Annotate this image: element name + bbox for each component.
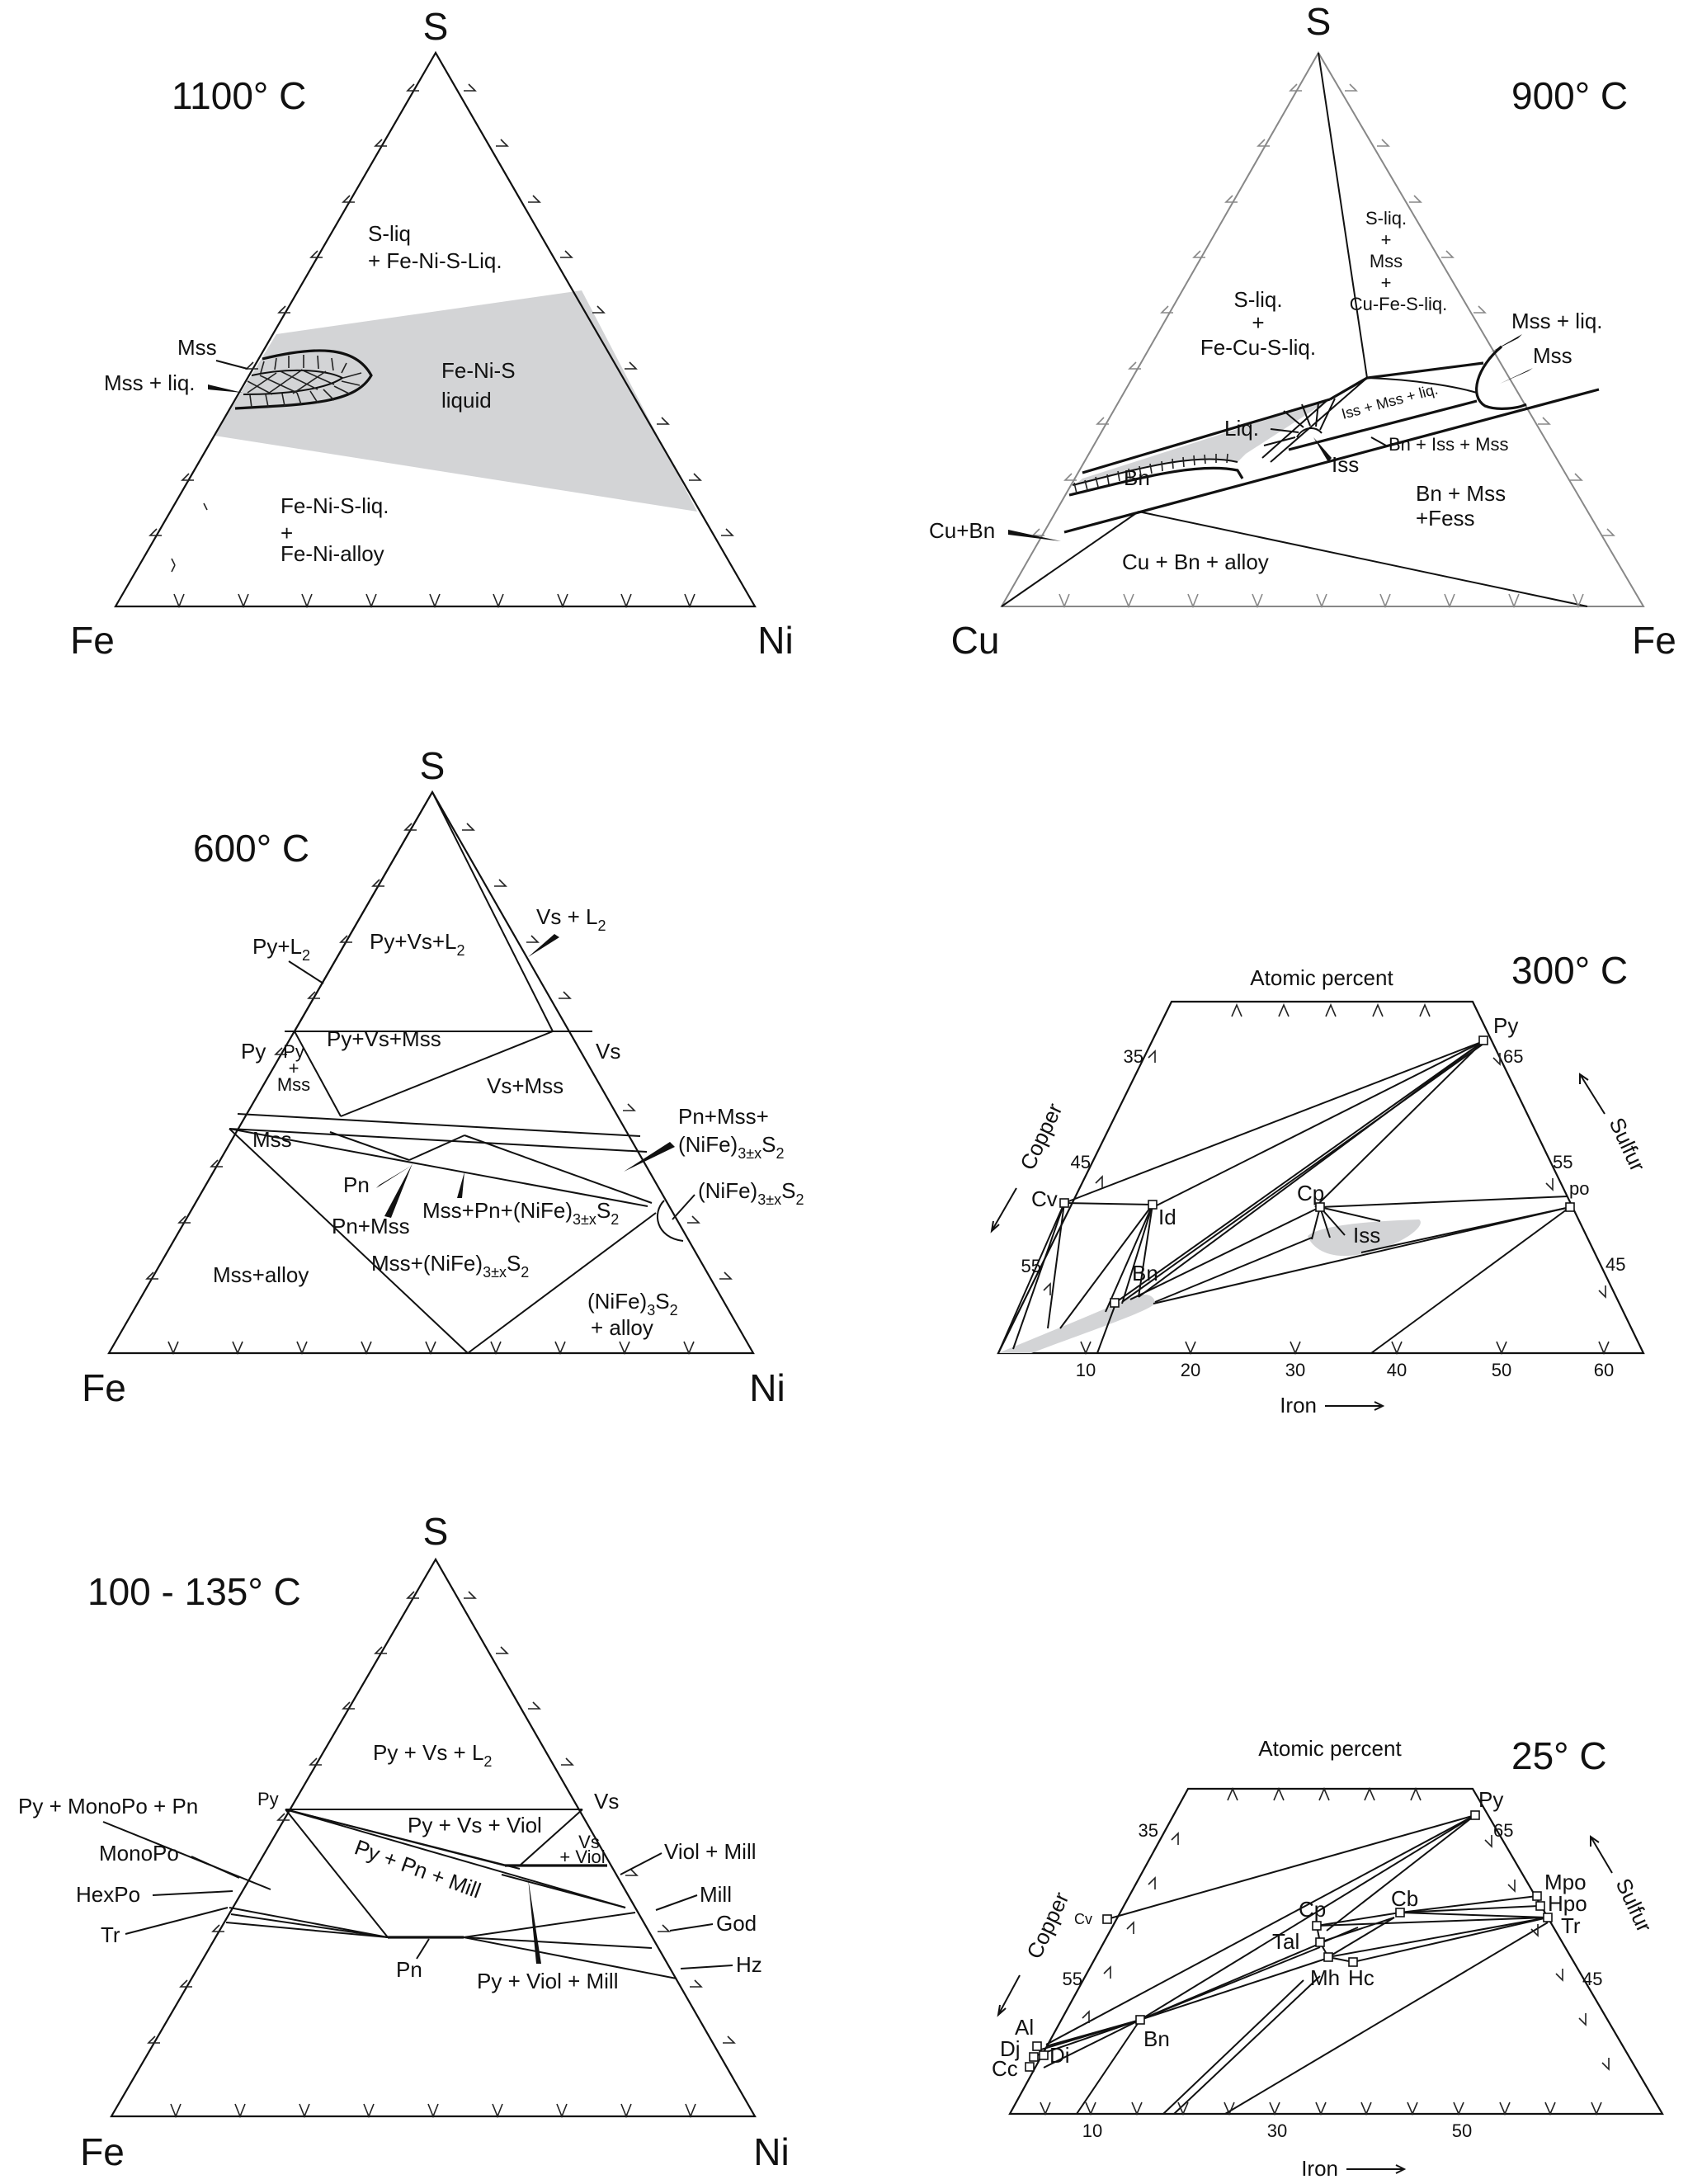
vertex-ni: Ni	[753, 2130, 790, 2173]
bottom-axis-ticks	[174, 594, 695, 606]
field-band: Iss + Mss + liq.	[1339, 380, 1440, 422]
right-tick-65: 65	[1493, 1820, 1514, 1841]
callout-py-l2: $Py+L_2$	[252, 934, 311, 964]
vertex-ni: Ni	[757, 619, 794, 662]
callout-mss: Mss	[177, 335, 217, 360]
panel-25c	[992, 1734, 1662, 2181]
vertex-s: S	[422, 1510, 449, 1553]
phase-mh: Mh	[1310, 1965, 1341, 1990]
callout-py-l2-leader	[289, 961, 323, 984]
bottom-tick-50: 50	[1491, 1360, 1512, 1380]
field-right-upper-2: +	[1380, 229, 1392, 250]
callout-mss-liq-leader	[1489, 334, 1522, 353]
field-lower-1: Fe-Ni-S-liq.	[281, 493, 389, 518]
field-py-mss-3: Mss	[276, 1074, 311, 1095]
trapezoid-frame	[998, 1002, 1643, 1353]
field-py-vs-mss: Py+Vs+Mss	[327, 1026, 441, 1051]
panel-900c	[929, 0, 1676, 662]
callout-viol-mill: Viol + Mill	[664, 1839, 757, 1864]
callout-mss-liq-leader	[208, 384, 243, 393]
iron-arrow-icon	[1346, 2165, 1404, 2173]
vertex-cu: Cu	[950, 619, 1000, 662]
left-tick-55: 55	[1021, 1256, 1041, 1276]
field-nife-alloy-1: $(NiFe)_3S_2$	[587, 1289, 678, 1318]
vertex-fe: Fe	[80, 2130, 125, 2173]
vertex-fe: Fe	[82, 1366, 126, 1409]
bottom-axis-ticks	[168, 1342, 694, 1353]
panel-100-135c	[18, 1510, 790, 2173]
phase-cp: Cp	[1297, 1181, 1325, 1205]
bottom-tick-60: 60	[1593, 1360, 1615, 1380]
phase-bn: Bn	[1132, 1261, 1158, 1285]
mss-blob	[1477, 347, 1526, 408]
field-mss-nife: $Mss+(NiFe)_{3\pm x}S_2$	[371, 1251, 530, 1281]
callout-pn-mss-leader	[384, 1163, 413, 1218]
phase-tr: Tr	[1561, 1913, 1581, 1938]
axis-label-copper: Copper	[1015, 1099, 1068, 1174]
field-lower-2: +	[281, 521, 294, 545]
callout-mss-liq: Mss + liq.	[104, 370, 196, 395]
callout-iss: Iss	[1332, 452, 1360, 477]
temperature-label: 100 - 135° C	[87, 1570, 301, 1613]
tie-lines	[1037, 1815, 1548, 2114]
panel-600c	[82, 744, 804, 1409]
axis-label-sulfur: Sulfur	[1604, 1113, 1651, 1176]
trapezoid-frame	[1010, 1789, 1662, 2114]
right-tick-65: 65	[1503, 1046, 1524, 1067]
callout-viol-mill-leader	[620, 1853, 662, 1875]
callout-vs: Vs	[596, 1039, 621, 1064]
field-mss-alloy: Mss+alloy	[213, 1262, 309, 1287]
phase-py: Py	[1478, 1787, 1504, 1812]
phase-cv: Cv	[1074, 1911, 1092, 1927]
callout-mss-leader	[216, 361, 248, 369]
callout-monopo: MonoPo	[99, 1841, 179, 1866]
bottom-tick-50: 50	[1451, 2120, 1473, 2141]
sulfur-arrow-icon	[1580, 1074, 1605, 1114]
field-lower-3: Fe-Ni-alloy	[281, 541, 384, 566]
tie-lines	[998, 1041, 1573, 1353]
callout-hexpo: HexPo	[76, 1882, 141, 1907]
panel-1100c	[70, 5, 794, 662]
phase-mpo: Mpo	[1544, 1870, 1587, 1894]
callout-nife-leader	[672, 1195, 695, 1219]
callout-nife: $(NiFe)_{3\pm x}S_2$	[698, 1178, 804, 1208]
temperature-label: 900° C	[1511, 74, 1629, 117]
top-axis-ticks	[1232, 1005, 1430, 1017]
phase-py: Py	[1493, 1013, 1519, 1038]
axis-label-iron: Iron	[1280, 1393, 1317, 1417]
vertex-ni: Ni	[749, 1366, 785, 1409]
callout-cu-bn: Cu+Bn	[929, 518, 996, 543]
bn-to-cu	[1002, 512, 1139, 606]
panel-300c	[992, 949, 1651, 1417]
field-vs-mss: Vs+Mss	[487, 1073, 564, 1098]
phase-cc: Cc	[992, 2056, 1018, 2081]
copper-arrow-icon	[992, 1188, 1016, 1231]
field-left-upper-1: S-liq.	[1233, 287, 1283, 312]
phase-id: Id	[1158, 1205, 1176, 1229]
field-fess: +Fess	[1416, 506, 1475, 531]
callout-vs: Vs	[594, 1789, 620, 1814]
temperature-label: 25° C	[1511, 1734, 1607, 1777]
callout-bn-iss-mss-leader	[1371, 437, 1386, 446]
axis-label-iron: Iron	[1301, 2156, 1338, 2181]
field-vs-viol-1: Vs	[578, 1832, 600, 1852]
field-right-upper-1: S-liq.	[1365, 208, 1407, 229]
callout-hexpo-leader	[153, 1891, 233, 1895]
bottom-tick-30: 30	[1285, 1360, 1306, 1380]
callout-pn-mss: Pn+Mss	[332, 1214, 410, 1238]
phase-po: po	[1569, 1178, 1590, 1199]
vertex-s: S	[422, 5, 449, 48]
temperature-label: 600° C	[193, 827, 310, 870]
field-py-mss-2: +	[288, 1058, 299, 1078]
phase-bn: Bn	[1143, 2026, 1170, 2051]
liq-upper-boundary	[1082, 399, 1330, 473]
callout-py: Py	[257, 1789, 279, 1809]
callout-mss-liq: Mss + liq.	[1511, 309, 1603, 333]
callout-py: Py	[241, 1039, 266, 1064]
callout-tr: Tr	[101, 1922, 120, 1947]
left-tick-55: 55	[1062, 1969, 1082, 1989]
callout-mss-pn-nife: $Mss+Pn+(NiFe)_{3\pm x}S_2$	[422, 1198, 620, 1228]
callout-vs-l2: $Vs + L_2$	[536, 904, 606, 934]
field-py-mss-1: Py	[283, 1041, 304, 1062]
bottom-axis-ticks	[1081, 1342, 1609, 1353]
field-upper-2: + Fe-Ni-S-Liq.	[368, 248, 502, 273]
field-vs-viol-2: + Viol	[559, 1847, 606, 1867]
field-py-vs-l2: $Py + Vs + L_2$	[373, 1740, 493, 1770]
axis-label-copper: Copper	[1021, 1888, 1074, 1963]
right-tick-45: 45	[1605, 1254, 1626, 1275]
phase-iss: Iss	[1353, 1223, 1381, 1248]
bottom-tick-20: 20	[1180, 1360, 1201, 1380]
right-tick-45: 45	[1582, 1969, 1603, 1989]
callout-py-monopo-pn: Py + MonoPo + Pn	[18, 1794, 199, 1818]
phase-cp: Cp	[1299, 1897, 1327, 1922]
vertex-s: S	[1305, 0, 1332, 43]
bottom-tick-40: 40	[1386, 1360, 1407, 1380]
callout-monopo-leader	[191, 1856, 239, 1878]
field-bn: Bn	[1124, 465, 1150, 490]
field-right-upper-5: Cu-Fe-S-liq.	[1349, 294, 1448, 314]
field-cu-bn-alloy: Cu + Bn + alloy	[1122, 550, 1269, 574]
sulfur-arrow-icon	[1591, 1837, 1612, 1873]
vertex-fe: Fe	[1632, 619, 1676, 662]
field-left-upper-3: Fe-Cu-S-liq.	[1200, 335, 1317, 360]
right-tick-55: 55	[1553, 1152, 1573, 1172]
callout-pn-mss-nife-leader	[624, 1142, 675, 1172]
callout-god-leader	[670, 1924, 713, 1931]
callout-tr-leader	[125, 1908, 228, 1934]
callout-hz: Hz	[736, 1952, 762, 1977]
bottom-tick-10: 10	[1082, 2120, 1103, 2141]
bottom-axis-ticks	[1059, 594, 1583, 606]
callout-hz-leader	[681, 1965, 733, 1969]
field-right-upper-3: Mss	[1369, 251, 1403, 271]
phase-hc: Hc	[1348, 1965, 1374, 1990]
left-axis-ticks	[147, 823, 417, 1279]
phase-tal: Tal	[1272, 1929, 1300, 1954]
bottom-tick-30: 30	[1266, 2120, 1288, 2141]
field-bn-mss: Bn + Mss	[1416, 481, 1506, 506]
callout-pn: Pn	[343, 1172, 370, 1197]
temperature-label: 300° C	[1511, 949, 1629, 992]
phase-cv: Cv	[1031, 1186, 1058, 1211]
callout-mill-leader	[656, 1895, 697, 1910]
phase-al: Al	[1015, 2015, 1035, 2040]
ternary-triangle	[111, 1559, 755, 2116]
axis-label-sulfur: Sulfur	[1610, 1874, 1657, 1936]
callout-mss-pn-nife-leader	[457, 1172, 464, 1198]
tie-line-s	[1318, 53, 1367, 378]
field-py-pn-mill: Py + Pn + Mill	[351, 1834, 484, 1903]
callout-py-viol-mill: Py + Viol + Mill	[477, 1969, 619, 1993]
field-middle-2: liquid	[441, 388, 492, 413]
field-mss: Mss	[252, 1127, 292, 1152]
top-axis-ticks	[1228, 1789, 1421, 1800]
copper-arrow-icon	[998, 1975, 1020, 2015]
bottom-axis-ticks	[171, 2104, 695, 2116]
header-atomic-percent: Atomic percent	[1250, 965, 1393, 990]
field-right-upper-4: +	[1380, 272, 1392, 293]
header-atomic-percent: Atomic percent	[1258, 1736, 1402, 1761]
vertex-fe: Fe	[70, 619, 115, 662]
axis-ticks	[165, 503, 207, 606]
field-py-vs-viol: Py + Vs + Viol	[408, 1813, 542, 1837]
callout-bn-iss-mss: Bn + Iss + Mss	[1389, 434, 1509, 455]
callout-mill: Mill	[700, 1882, 732, 1907]
callout-pn: Pn	[396, 1957, 422, 1982]
callout-pn-mss-nife-2: $(NiFe)_{3\pm x}S_2$	[678, 1132, 785, 1162]
field-left-upper-2: +	[1252, 310, 1265, 335]
callout-pn-mss-nife-1: Pn+Mss+	[678, 1104, 769, 1129]
bottom-tick-10: 10	[1075, 1360, 1096, 1380]
phase-hpo: Hpo	[1548, 1891, 1587, 1916]
bottom-axis-ticks	[1040, 2102, 1601, 2114]
left-tick-45: 45	[1070, 1152, 1091, 1172]
phase-di: Di	[1049, 2043, 1070, 2068]
field-nife-alloy-2: + alloy	[591, 1315, 653, 1340]
left-tick-35: 35	[1123, 1046, 1143, 1067]
callout-pn-leader	[417, 1939, 429, 1959]
iron-arrow-icon	[1325, 1402, 1383, 1410]
vertex-s: S	[419, 744, 446, 787]
callout-god: God	[716, 1911, 757, 1936]
phase-dj: Dj	[1000, 2036, 1021, 2061]
field-py-vs-l2: $Py+Vs+L_2$	[370, 929, 465, 959]
field-liq: Liq.	[1224, 416, 1259, 441]
callout-mss: Mss	[1533, 343, 1572, 368]
field-upper-1: S-liq	[368, 221, 412, 246]
phase-cb: Cb	[1391, 1886, 1419, 1911]
field-middle-1: Fe-Ni-S	[441, 358, 516, 383]
left-tick-35: 35	[1138, 1820, 1158, 1841]
temperature-label: 1100° C	[172, 74, 307, 117]
callout-cu-bn-leader	[1008, 530, 1061, 541]
